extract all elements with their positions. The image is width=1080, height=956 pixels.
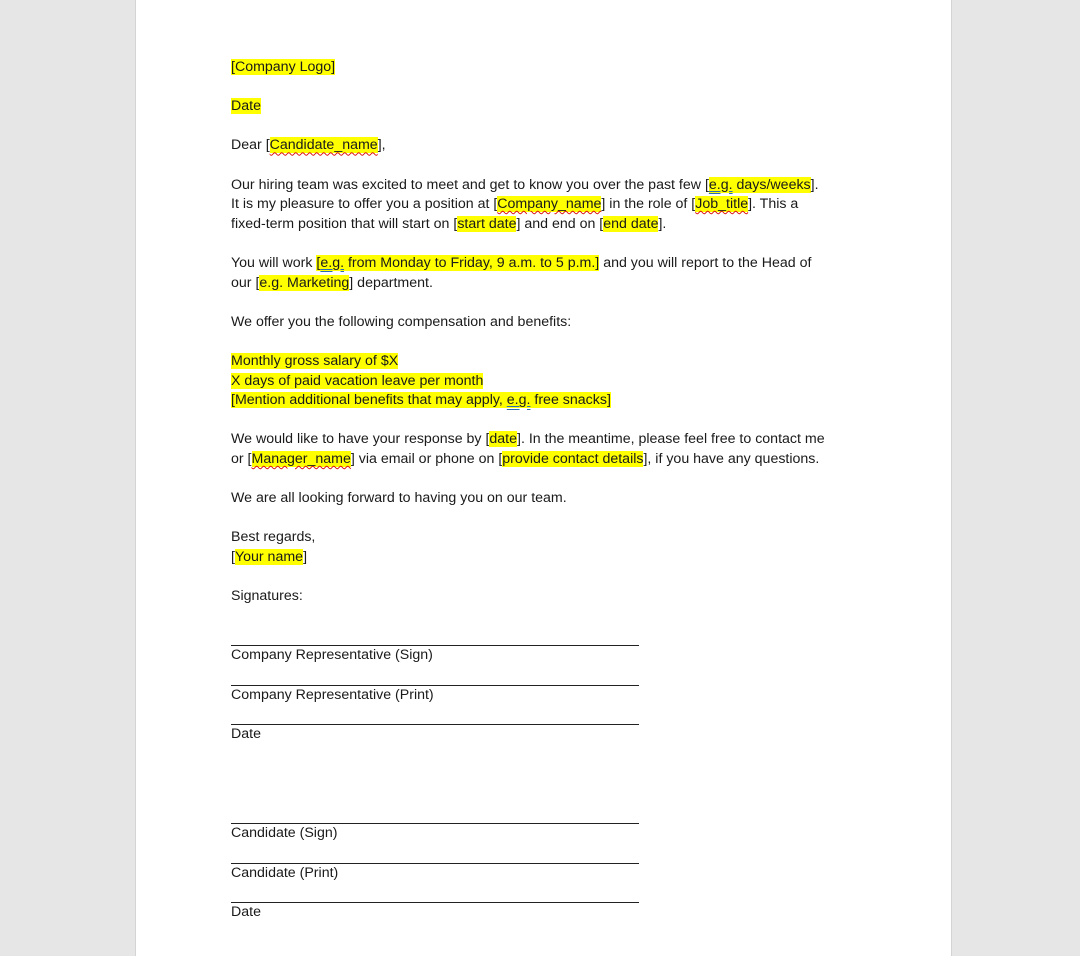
schedule-paragraph: You will work [e.g. from Monday to Friday, 9 a.m. to 5 p.m.] and you will report to the Head of our [e.g. Marketing] department. [231, 254, 812, 291]
signature-line[interactable] [231, 626, 639, 646]
vacation-item: X days of paid vacation leave per month [231, 372, 484, 389]
signature-block-company [231, 626, 871, 745]
end-date-field: end date [603, 215, 659, 232]
signature-line[interactable] [231, 666, 639, 686]
signature-caption: Date [231, 904, 261, 921]
contact-details-field: provide contact details [502, 450, 644, 467]
signature-caption: Candidate (Print) [231, 864, 339, 881]
date-placeholder: Date [231, 98, 261, 115]
signature-caption: Company Representative (Sign) [231, 647, 433, 664]
signature-caption: Company Representative (Print) [231, 686, 434, 703]
response-paragraph: We would like to have your response by [date]. In the meantime, please feel free to contact me or [Manager_name] via email or phone on [provide contact details], if you have any questions. [231, 431, 825, 467]
salary-item: Monthly gross salary of $X [231, 352, 399, 369]
extra-benefits-item: [Mention additional benefits that may apply, e.g. free snacks] [231, 392, 611, 409]
benefits-list [231, 352, 871, 411]
signature-line[interactable] [231, 804, 639, 824]
signatures-label: Signatures: [231, 588, 303, 605]
letter-body[interactable] [231, 58, 871, 923]
candidate-name-field: Candidate_name [269, 137, 378, 154]
signoff: Best regards, [Your name] [231, 529, 316, 565]
closing-paragraph: We are all looking forward to having you on our team. [231, 490, 567, 507]
signature-line[interactable] [231, 705, 639, 725]
company-logo-placeholder: [Company Logo] [231, 59, 336, 75]
department-field: e.g. Marketing [259, 274, 350, 291]
job-title-field: Job_title [695, 196, 749, 213]
document-page [135, 0, 952, 956]
signature-caption: Date [231, 726, 261, 743]
response-date-field: date [489, 431, 518, 448]
company-name-field: Company_name [497, 196, 602, 213]
intro-paragraph: Our hiring team was excited to meet and get to know you over the past few [e.g. days/weeks]. It is my pleasure to offer you a position at [Company_name] in the role of [Job_title]. This a fixed-term position that will start on [start date] and end on [end date]. [231, 176, 819, 232]
signature-line[interactable] [231, 844, 639, 864]
signature-caption: Candidate (Sign) [231, 825, 338, 841]
salutation: Dear [Candidate_name], [231, 137, 386, 154]
signature-line[interactable] [231, 883, 639, 903]
compensation-intro: We offer you the following compensation and benefits: [231, 313, 572, 330]
your-name-field: Your name [234, 548, 304, 565]
signature-block-candidate [231, 804, 871, 923]
manager-name-field: Manager_name [251, 450, 351, 467]
start-date-field: start date [457, 215, 517, 232]
